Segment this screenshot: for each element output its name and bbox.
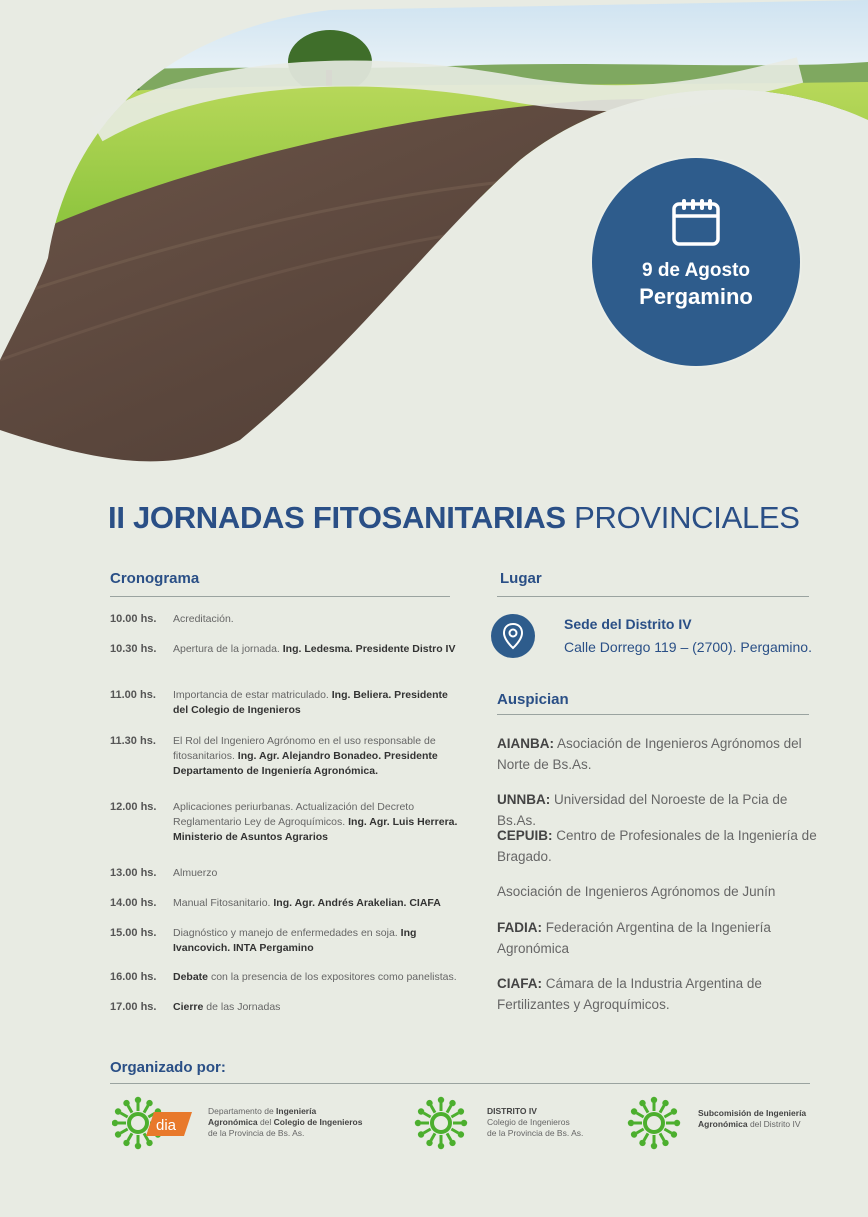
org-subcomision-text: Subcomisión de Ingeniería Agronómica del Distrito IV <box>698 1108 807 1129</box>
schedule-time: 13.00 hs. <box>110 867 157 879</box>
title-bold: II JORNADAS FITOSANITARIAS <box>108 500 566 535</box>
schedule-time: 11.30 hs. <box>110 735 156 747</box>
organizado-divider <box>110 1083 810 1084</box>
schedule-time: 14.00 hs. <box>110 897 157 909</box>
schedule-time: 10.00 hs. <box>110 613 157 625</box>
distrito-iv-logo <box>413 1096 469 1150</box>
schedule-description: Aplicaciones periurbanas. Actualización del Decreto Reglamentario Ley de Agroquímicos. Ing. Agr. Luis Herrera. Ministerio de Asuntos Agrarios <box>173 801 458 843</box>
sponsor-item: FADIA: Federación Argentina de la Ingeniería Agronómica <box>497 920 771 956</box>
schedule-description: Cierre de las Jornadas <box>173 1001 281 1013</box>
event-date-badge <box>592 158 800 366</box>
schedule-description: Debate con la presencia de los expositores como panelistas. <box>173 971 457 983</box>
schedule-time: 11.00 hs. <box>110 689 156 701</box>
auspician-divider <box>497 714 809 715</box>
event-date: 9 de Agosto <box>641 260 751 281</box>
lugar-heading: Lugar <box>500 570 542 587</box>
schedule-description: Manual Fitosanitario. Ing. Agr. Andrés Arakelian. CIAFA <box>173 897 441 909</box>
sponsor-item: AIANBA: Asociación de Ingenieros Agrónomos del Norte de Bs.As. <box>497 736 802 772</box>
schedule-description: Almuerzo <box>173 867 218 879</box>
cronograma-divider <box>110 596 450 597</box>
org-dia-text: Departamento de Ingeniería Agronómica del Colegio de Ingenieros de la Provincia de Bs. As. <box>208 1106 363 1138</box>
schedule-time: 16.00 hs. <box>110 971 157 983</box>
sponsor-item: CIAFA: Cámara de la Industria Argentina de Fertilizantes y Agroquímicos. <box>497 976 762 1012</box>
title-light: PROVINCIALES <box>565 500 800 535</box>
dia-logo-text: dia <box>156 1117 177 1134</box>
org-distrito-text: DISTRITO IV Colegio de Ingenieros de la Provincia de Bs. As. <box>487 1106 584 1138</box>
sponsor-item: CEPUIB: Centro de Profesionales de la Ingeniería de Bragado. <box>497 828 817 864</box>
schedule-time: 10.30 hs. <box>110 643 157 655</box>
schedule-description: Importancia de estar matriculado. Ing. Beliera. Presidente del Colegio de Ingenieros <box>173 689 448 716</box>
sponsor-item: UNNBA: Universidad del Noroeste de la Pcia de Bs.As. <box>497 792 788 828</box>
subcomision-logo <box>626 1096 682 1150</box>
schedule-description: El Rol del Ingeniero Agrónomo en el uso responsable de fitosanitarios. Ing. Agr. Alejandro Bonadeo. Presidente Departamento de Ingeniería Agronómica. <box>173 735 438 777</box>
location-pin-icon <box>491 614 535 658</box>
schedule-time: 17.00 hs. <box>110 1001 157 1013</box>
venue-name: Sede del Distrito IV <box>564 616 692 632</box>
event-city: Pergamino <box>639 284 753 309</box>
schedule-description: Diagnóstico y manejo de enfermedades en soja. Ing Ivancovich. INTA Pergamino <box>173 927 417 954</box>
organizado-heading: Organizado por: <box>110 1059 226 1076</box>
page-title <box>108 500 828 536</box>
schedule-description: Apertura de la jornada. Ing. Ledesma. Presidente Distro IV <box>173 643 456 655</box>
schedule-description: Acreditación. <box>173 613 234 625</box>
calendar-icon <box>670 196 722 248</box>
cronograma-heading: Cronograma <box>110 570 200 587</box>
lugar-divider <box>497 596 809 597</box>
auspician-heading: Auspician <box>497 691 569 708</box>
venue-address: Calle Dorrego 119 – (2700). Pergamino. <box>564 639 812 655</box>
dia-logo <box>112 1096 194 1150</box>
schedule-time: 15.00 hs. <box>110 927 157 939</box>
schedule-time: 12.00 hs. <box>110 801 157 813</box>
sponsor-item: Asociación de Ingenieros Agrónomos de Junín <box>497 884 776 899</box>
location-pin-badge <box>491 614 535 658</box>
